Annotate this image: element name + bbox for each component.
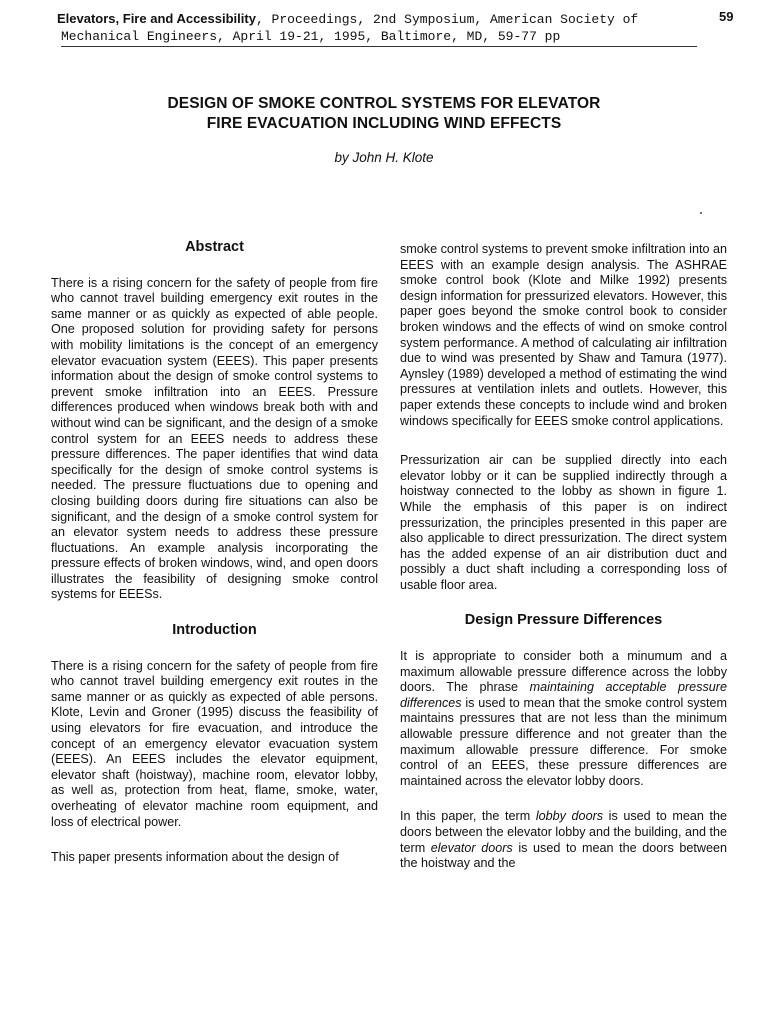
design-pressure-heading: Design Pressure Differences: [464, 612, 663, 629]
right-paragraph-1: smoke control systems to prevent smoke infiltration into an EEES with an example design analysis. The ASHRAE smoke control book (Klote and Milke 1992) presents design information for pressurized elevators. However, this paper goes beyond the smoke control book to consider broken windows and the effects of wind on smoke control system performance. A method of calculating air infiltration due to wind was presented by Shaw and Tamura (1977). Aynsley (1989) developed a method of estimating the wind pressures at ventilation inlets and outlets. However, this paper extends these concepts to include wind and broken windows specifically for EEES smoke control applications.: [400, 242, 727, 428]
text-run: is used to mean the doors between the hoistway and the: [400, 840, 727, 871]
page-number: 59: [719, 9, 734, 24]
citation-header: [57, 10, 697, 47]
text-run: is used to mean the doors between the elevator lobby and the building, and the term: [400, 809, 727, 855]
title-line-2: FIRE EVACUATION INCLUDING WIND EFFECTS: [206, 115, 562, 132]
left-column: [51, 240, 378, 866]
emphasized-term: lobby doors: [535, 809, 604, 824]
text-run: is used to mean that the smoke control system maintains pressures that are not less than the minimum allowable pressure difference and not greater than the maximum allowable pressure difference. For smoke control of an EEES, these pressure differences are maintained across the elevator lobby doors.: [400, 695, 727, 788]
author-line: by John H. Klote: [334, 150, 434, 165]
paper-title: [0, 94, 768, 134]
citation-line2: Mechanical Engineers, April 19-21, 1995, Baltimore, MD, 59-77 pp: [61, 28, 697, 47]
journal-title: Elevators, Fire and Accessibility: [57, 11, 256, 26]
title-line-1: DESIGN OF SMOKE CONTROL SYSTEMS FOR ELEVATOR: [167, 95, 601, 112]
abstract-text: There is a rising concern for the safety of people from fire who cannot travel building emergency exit routes in the same manner or as quickly as expected of able people. One proposed solution for providing safety for persons with mobility limitations is the concept of an emergency elevator evacuation system (EEES). This paper presents information about the design of smoke control systems to prevent smoke infiltration into an EEES. Pressure differences produced when windows break both with and without wind can be significant, and the design of a smoke control system for an EEES needs to address these pressure differences. The paper identifies that wind data specifically for the design of smoke control systems is needed. The pressure fluctuations due to opening and closing building doors during fire situations can also be significant, and the design of a smoke control system for an elevator system needs to address these pressure fluctuations. An example analysis incorporating the pressure effects of broken windows, wind, and open doors illustrates the feasibility of designing smoke control systems for EEESs.: [51, 275, 378, 602]
emphasized-term: elevator doors: [430, 840, 513, 855]
introduction-paragraph-1: There is a rising concern for the safety of people from fire who cannot travel building emergency exit routes in the same manner or as quickly as expected of able persons. Klote, Levin and Groner (1995) discuss the feasibility of using elevators for fire evacuation, and introduce the concept of an emergency elevator evacuation system (EEES). An EEES includes the elevator equipment, elevator shaft (hoistway), machine room, elevator lobby, as well as, protection from heat, flame, smoke, water, overheating of elevator machine room equipment, and loss of electrical power.: [51, 658, 378, 829]
introduction-heading: Introduction: [172, 622, 257, 639]
text-run: In this paper, the term: [400, 809, 536, 824]
abstract-heading: Abstract: [185, 239, 244, 255]
scan-speck: [700, 212, 702, 214]
text-run: It is appropriate to consider both a minumum and a maximum allowable pressure difference across the lobby doors. The phrase: [400, 649, 727, 695]
introduction-paragraph-2: This paper presents information about the design of: [51, 850, 339, 865]
citation-line1-rest: , Proceedings, 2nd Symposium, American Society of: [255, 12, 639, 27]
design-pressure-paragraph-1: [400, 649, 727, 789]
right-paragraph-2: Pressurization air can be supplied directly into each elevator lobby or it can be supplied indirectly through a hoistway connected to the lobby as shown in figure 1. While the emphasis of this paper is on indirect pressurization, the principles presented in this paper are also applicable to direct pressurization. The direct system has the added expense of an air distribution duct and possibly a duct shaft including a corresponding loss of usable floor area.: [400, 453, 727, 592]
emphasized-term: maintaining acceptable pressure differences: [400, 680, 727, 710]
design-pressure-paragraph-2: [400, 809, 727, 871]
right-column: [400, 242, 727, 872]
